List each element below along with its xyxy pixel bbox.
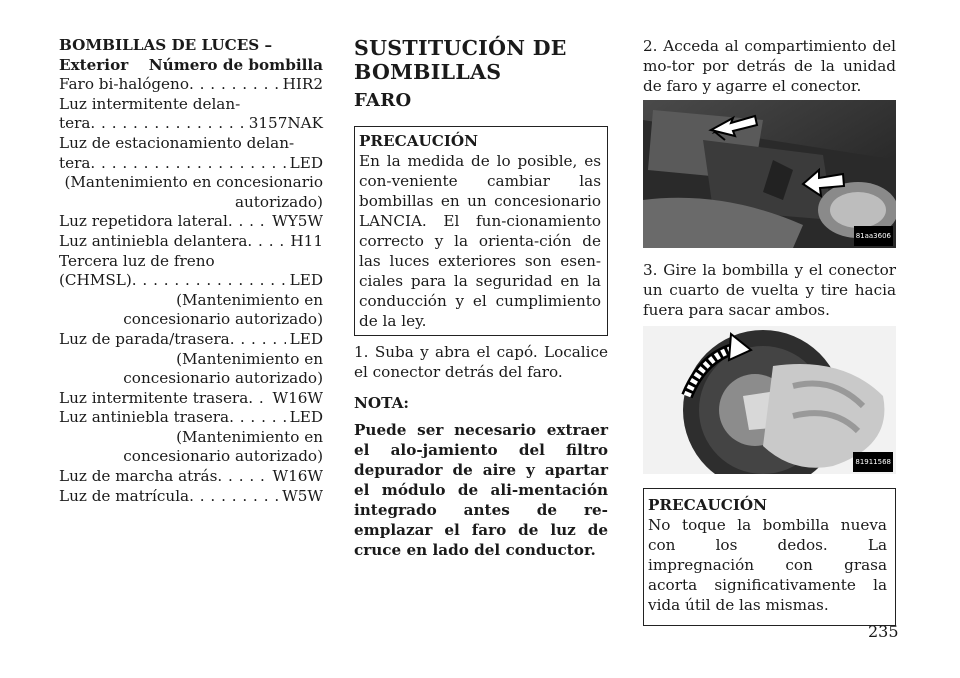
bulb-service-note: (Mantenimiento en — [176, 349, 323, 368]
step-1-text: 1. Suba y abra el capó. Localice el conector detrás del faro. — [354, 343, 608, 381]
dot-leader — [90, 114, 244, 134]
bulb-row — [59, 114, 323, 134]
note-label: NOTA: — [354, 394, 409, 412]
bulb-number: LED — [289, 271, 323, 290]
dot-leader — [189, 487, 278, 507]
bulb-name: Luz antiniebla delantera — [59, 231, 248, 250]
bulb-row — [59, 232, 323, 252]
bulb-twist-photo — [643, 326, 896, 474]
bulb-number: 3157NAK — [248, 114, 323, 133]
caution-box-2 — [643, 488, 896, 626]
subsection-title: FARO — [354, 90, 412, 111]
bulb-list-column — [59, 36, 323, 506]
bulb-name: Luz antiniebla trasera — [59, 408, 230, 427]
bulb-number: HIR2 — [282, 75, 323, 94]
bulb-name: Faro bi-halógeno — [59, 75, 189, 94]
dot-leader — [248, 389, 268, 409]
bulb-section-title: BOMBILLAS DE LUCES – — [59, 36, 273, 54]
bulb-row — [59, 389, 323, 409]
caution-title: PRECAUCIÓN — [359, 132, 479, 150]
bulb-service-note: concesionario autorizado) — [123, 447, 323, 466]
dot-leader — [217, 467, 268, 487]
note-text: Puede ser necesario extraer el alo-jamiento del filtro depurador de aire y apartar el módulo de ali-mentación integrado antes de re-emplazar el faro de luz de cruce en lado del conductor. — [354, 421, 608, 559]
engine-bay-photo — [643, 100, 896, 248]
dot-leader — [230, 330, 286, 350]
bulb-name: Luz repetidora lateral — [59, 212, 228, 231]
bulb-row — [59, 154, 323, 174]
bulb-name: tera — [59, 114, 91, 133]
dot-leader — [228, 212, 268, 232]
bulb-row — [59, 212, 323, 232]
bulb-service-note: concesionario autorizado) — [123, 310, 323, 329]
bulb-name: Luz de marcha atrás — [59, 467, 218, 486]
bulb-service-note: concesionario autorizado) — [123, 369, 323, 388]
bulb-number: W16W — [272, 467, 323, 486]
bulb-row — [59, 75, 323, 95]
bulb-row — [59, 271, 323, 291]
dot-leader — [229, 408, 286, 428]
bulb-rows — [59, 75, 323, 506]
section-title — [354, 36, 608, 84]
bulb-name: Luz de matrícula — [59, 486, 190, 505]
bulb-name-line: Luz de estacionamiento delan- — [59, 133, 295, 152]
bulb-service-note: (Mantenimiento en concesionario — [64, 173, 323, 192]
bulb-name: tera — [59, 153, 91, 172]
bulb-service-note: autorizado) — [234, 192, 323, 211]
dot-leader — [189, 75, 279, 95]
bulb-number: LED — [289, 408, 323, 427]
header-exterior: Exterior — [59, 55, 129, 74]
bulb-name: Luz intermitente trasera — [59, 388, 249, 407]
header-bulb-number: Número de bombilla — [148, 55, 323, 74]
image-code-1: 81aa3606 — [854, 226, 893, 246]
section-title-line1: SUSTITUCIÓN DE — [354, 36, 567, 60]
replacement-column — [354, 36, 608, 560]
bulb-number: W16W — [272, 388, 323, 407]
bulb-service-note: (Mantenimiento en — [176, 427, 323, 446]
bulb-name-line: Tercera luz de freno — [59, 251, 215, 270]
bulb-name-line: Luz intermitente delan- — [59, 94, 241, 113]
section-title-line2: BOMBILLAS — [354, 60, 502, 84]
dot-leader — [247, 232, 286, 252]
bulb-number: LED — [289, 329, 323, 348]
bulb-number: LED — [289, 153, 323, 172]
bulb-number: WY5W — [272, 212, 323, 231]
bulb-service-note: (Mantenimiento en — [176, 290, 323, 309]
image-code-2: 81911568 — [853, 452, 893, 472]
caution-text: En la medida de lo posible, es con-veniente cambiar las bombillas en un concesionario LANCIA. El fun-cionamiento correcto y la orienta-ción de las luces exteriores son esen-ciales para la seguridad en la conducción y el cumplimiento de la ley. — [359, 152, 601, 330]
bulb-name: (CHMSL) — [59, 271, 132, 290]
page-number: 235 — [868, 622, 899, 641]
caution-title-2: PRECAUCIÓN — [648, 496, 768, 514]
caution-text-2: No toque la bombilla nueva con los dedos. La impregnación con grasa acorta significativamente la vida útil de las mismas. — [648, 516, 887, 614]
bulb-row — [59, 487, 323, 507]
steps-column — [643, 36, 896, 626]
bulb-name: Luz de parada/trasera — [59, 329, 230, 348]
bulb-table-header — [59, 56, 323, 76]
bulb-number: W5W — [282, 486, 323, 505]
step-3-text: 3. Gire la bombilla y el conector un cuarto de vuelta y tire hacia fuera para sacar ambos. — [643, 261, 896, 319]
bulb-number: H11 — [290, 231, 323, 250]
bulb-row — [59, 467, 323, 487]
dot-leader — [132, 271, 286, 291]
step-2-text: 2. Acceda al compartimiento del mo-tor por detrás de la unidad de faro y agarre el conector. — [643, 37, 896, 95]
dot-leader — [90, 154, 285, 174]
bulb-row — [59, 408, 323, 428]
caution-box — [354, 126, 608, 336]
bulb-row — [59, 330, 323, 350]
